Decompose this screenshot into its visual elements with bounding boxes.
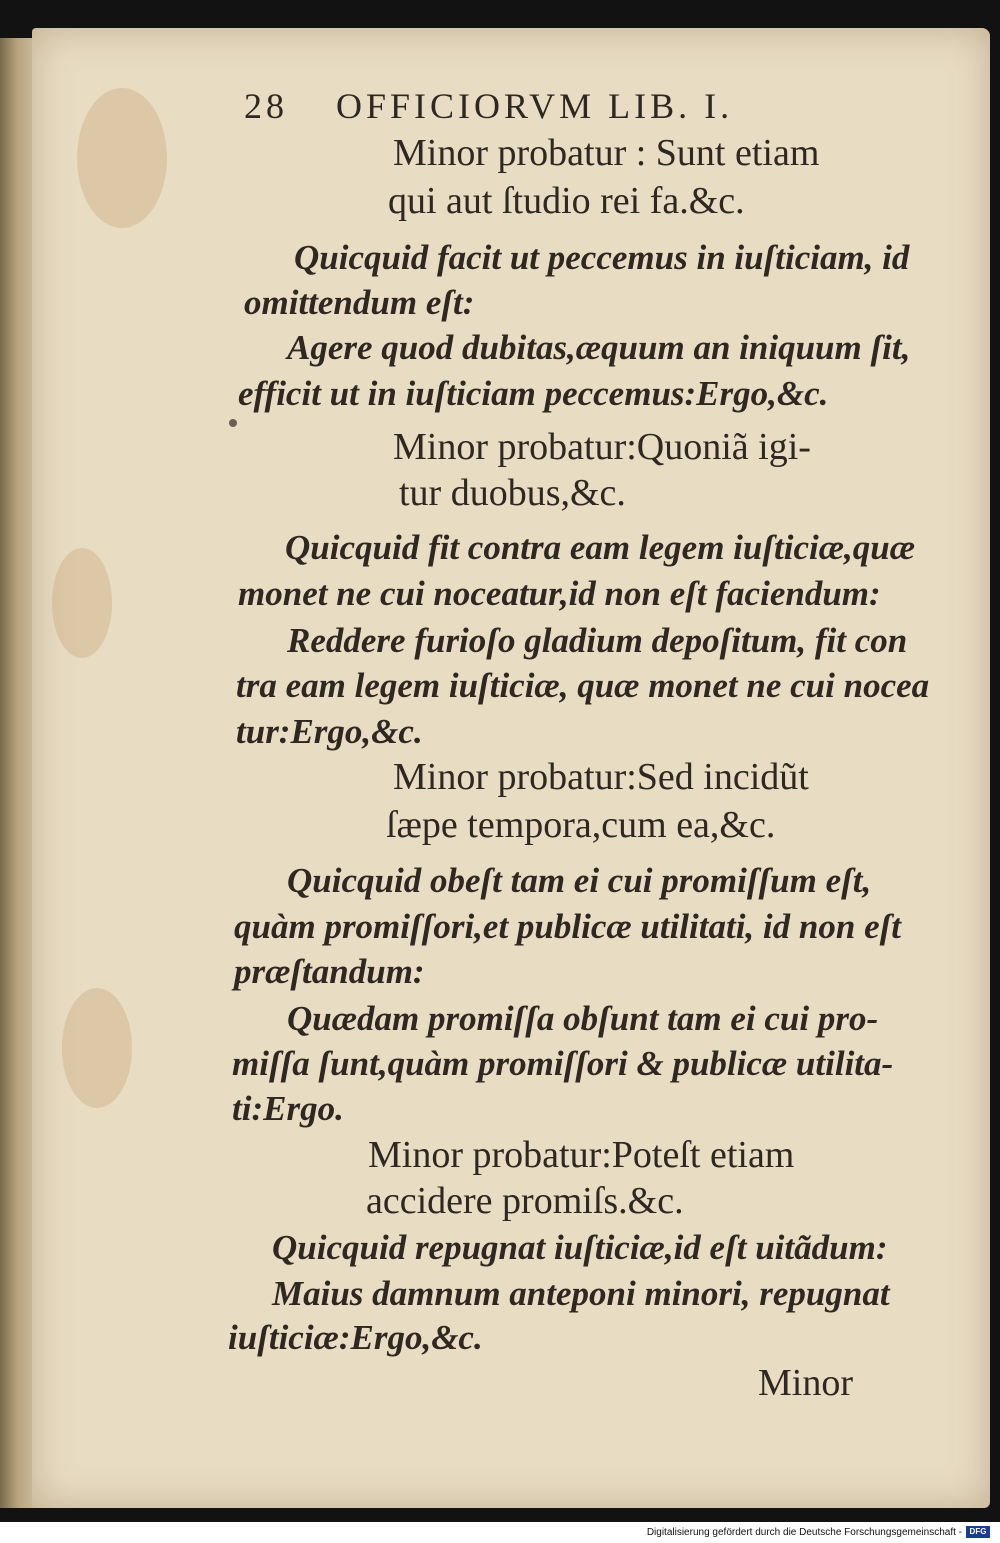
paper-stain (77, 88, 167, 228)
text-line: Quædam promiſſa obſunt tam ei cui pro- (287, 999, 879, 1038)
text-line: Quicquid obeſt tam ei cui promiſſum eſt, (287, 861, 872, 900)
text-line: Minor probatur : Sunt etiam (393, 132, 820, 174)
page-number: 28 (244, 86, 288, 126)
text-line: accidere promiſs.&c. (366, 1180, 684, 1222)
text-line: qui aut ſtudio rei fa.&c. (388, 180, 745, 222)
text-line: Agere quod dubitas,æquum an iniquum ſit, (287, 328, 911, 367)
text-line: tur duobus,&c. (399, 472, 626, 514)
text-line: tra eam legem iuſticiæ, quæ monet ne cui nocea (236, 666, 930, 705)
funding-credit: Digitalisierung gefördert durch die Deutsche Forschungsgemeinschaft - (646, 1527, 962, 1538)
text-line: Minor probatur:Sed incidũt (393, 756, 809, 798)
text-line: Reddere furioſo gladium depoſitum, fit con (287, 621, 908, 660)
digitization-footer (0, 1522, 1000, 1543)
paper-stain (52, 548, 112, 658)
text-line: Quicquid fit contra eam legem iuſticiæ,quæ (285, 528, 915, 567)
text-line: Quicquid facit ut peccemus in iuſticiam, id (294, 238, 910, 277)
text-line: monet ne cui noceatur,id non eſt faciendum: (238, 574, 881, 613)
text-line: tur:Ergo,&c. (236, 712, 423, 751)
dfg-logo: DFG (966, 1526, 990, 1538)
text-line: Minor probatur:Poteſt etiam (368, 1134, 795, 1176)
text-line: efficit ut in iuſticiam peccemus:Ergo,&c. (238, 374, 829, 413)
text-line: Maius damnum anteponi minori, repugnat (272, 1274, 890, 1313)
text-line: Quicquid repugnat iuſticiæ,id eſt uitãdum: (272, 1228, 888, 1267)
text-line: miſſa ſunt,quàm promiſſori & publicæ utilita- (232, 1044, 894, 1083)
text-line: ſæpe tempora,cum ea,&c. (386, 804, 776, 846)
text-line: omittendum eſt: (244, 283, 475, 322)
ink-smudge (229, 419, 237, 427)
text-line: quàm promiſſori,et publicæ utilitati, id non eſt (234, 907, 901, 946)
text-line: præſtandum: (234, 952, 425, 991)
catchword: Minor (758, 1362, 853, 1404)
text-line: ti:Ergo. (232, 1089, 344, 1128)
text-line: Minor probatur:Quoniã igi- (393, 426, 811, 468)
running-title: OFFICIORVM LIB. I. (336, 86, 734, 126)
text-line: iuſticiæ:Ergo,&c. (228, 1318, 483, 1357)
paper-stain (62, 988, 132, 1108)
